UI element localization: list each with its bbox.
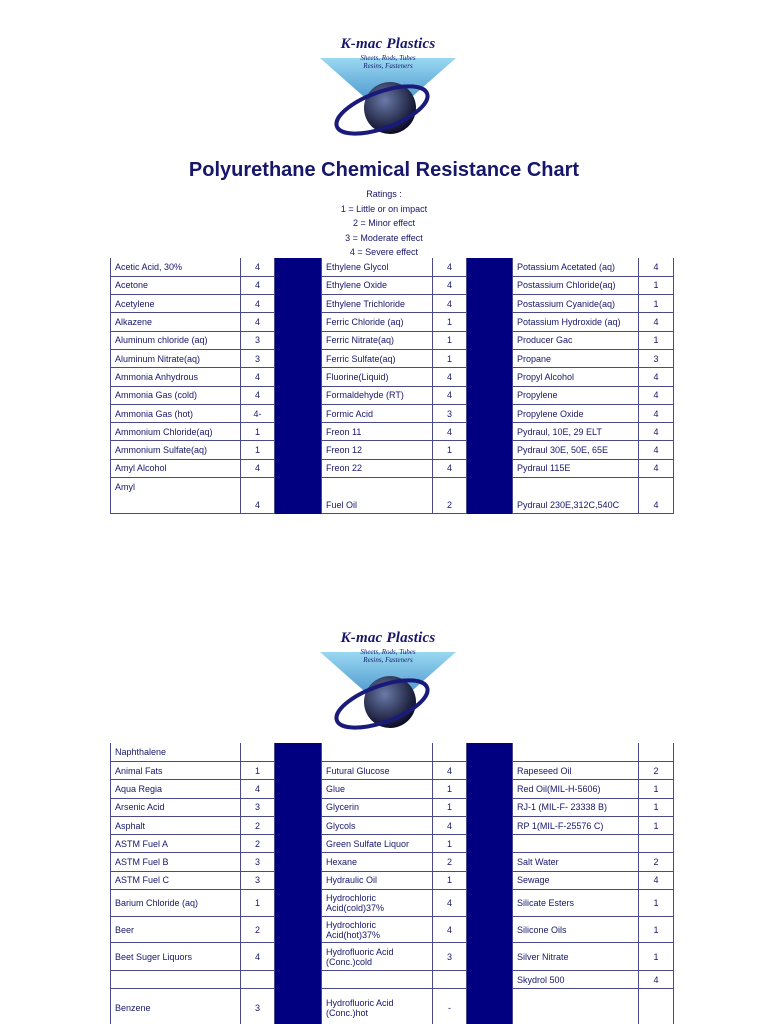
column-separator-bar	[275, 943, 322, 971]
rating-cell: 4	[241, 258, 275, 276]
column-separator-bar	[275, 890, 322, 917]
chemical-name-cell: Animal Fats	[111, 762, 241, 780]
company-logo-2	[318, 630, 458, 734]
chemical-name-cell	[513, 743, 639, 762]
column-separator-bar	[467, 441, 513, 459]
chemical-name-cell: Asphalt	[111, 816, 241, 834]
rating-cell: 2	[241, 835, 275, 853]
table-row	[111, 798, 674, 816]
rating-cell: 4	[433, 276, 467, 294]
rating-cell: 4	[639, 971, 674, 989]
rating-cell: 3	[241, 331, 275, 349]
rating-cell: 1	[433, 780, 467, 798]
chemical-name-cell: Ferric Sulfate(aq)	[322, 349, 433, 367]
chemical-name-cell: Potassium Hydroxide (aq)	[513, 313, 639, 331]
table-row	[111, 743, 674, 762]
rating-3: 3 = Moderate effect	[345, 232, 423, 243]
rating-cell: 1	[639, 331, 674, 349]
chemical-name-cell: Glycerin	[322, 798, 433, 816]
chemical-name-cell: Skydrol 500	[513, 971, 639, 989]
column-separator-bar	[275, 743, 322, 762]
rating-cell	[639, 743, 674, 762]
chemical-name-cell: Salt Water	[513, 853, 639, 871]
chemical-name-cell: ASTM Fuel B	[111, 853, 241, 871]
chemical-name-cell: Postassium Cyanide(aq)	[513, 295, 639, 313]
column-separator-bar	[275, 917, 322, 943]
rating-cell: 4	[433, 295, 467, 313]
rating-cell: 3	[639, 349, 674, 367]
rating-cell: 4	[241, 478, 275, 514]
chemical-name-cell: Pydraul, 10E, 29 ELT	[513, 423, 639, 441]
table-row	[111, 368, 674, 386]
column-separator-bar	[467, 798, 513, 816]
logo-tagline	[318, 648, 458, 664]
rating-cell: 1	[241, 762, 275, 780]
chemical-name-cell: Green Sulfate Liquor	[322, 835, 433, 853]
rating-cell: 3	[241, 798, 275, 816]
column-separator-bar	[467, 459, 513, 477]
chemical-name-cell: Fuel Oil	[322, 478, 433, 514]
chemical-name-cell: Pydraul 230E,312C,540C	[513, 478, 639, 514]
rating-cell: 1	[433, 349, 467, 367]
rating-cell: 4	[241, 459, 275, 477]
chemical-name-cell: Freon 12	[322, 441, 433, 459]
rating-cell	[433, 971, 467, 989]
rating-cell: 1	[639, 943, 674, 971]
chemical-name-cell: Acetone	[111, 276, 241, 294]
rating-cell: 4	[639, 368, 674, 386]
rating-cell: 1	[639, 816, 674, 834]
rating-cell: 4	[639, 423, 674, 441]
table-row	[111, 762, 674, 780]
column-separator-bar	[467, 276, 513, 294]
column-separator-bar	[275, 349, 322, 367]
chemical-name-cell: Potassium Acetated (aq)	[513, 258, 639, 276]
column-separator-bar	[467, 871, 513, 889]
rating-cell: 4	[639, 459, 674, 477]
rating-cell: 4	[433, 890, 467, 917]
table-row	[111, 816, 674, 834]
rating-cell: 2	[433, 478, 467, 514]
column-separator-bar	[467, 943, 513, 971]
rating-cell: 4	[639, 478, 674, 514]
column-separator-bar	[275, 816, 322, 834]
rating-cell: 3	[241, 349, 275, 367]
rating-cell: 3	[433, 404, 467, 422]
rating-cell: 4	[433, 459, 467, 477]
chemical-name-cell: Propylene Oxide	[513, 404, 639, 422]
chemical-name-cell	[111, 496, 241, 514]
chemical-name-cell	[513, 989, 639, 1024]
column-separator-bar	[467, 295, 513, 313]
table-row	[111, 835, 674, 853]
rating-4: 4 = Severe effect	[349, 247, 419, 258]
table-row	[111, 295, 674, 313]
chemical-name-cell: Producer Gac	[513, 331, 639, 349]
column-separator-bar	[467, 835, 513, 853]
rating-cell: 3	[241, 989, 275, 1024]
column-separator-bar	[467, 816, 513, 834]
chemical-name-cell: Ammonia Gas (cold)	[111, 386, 241, 404]
chemical-name-cell: Arsenic Acid	[111, 798, 241, 816]
table-row	[111, 423, 674, 441]
chemical-name-cell: Ammonium Sulfate(aq)	[111, 441, 241, 459]
chemical-name-cell: Pydraul 115E	[513, 459, 639, 477]
chemical-name-cell: Aqua Regia	[111, 780, 241, 798]
resistance-table-2	[110, 743, 674, 1024]
chemical-name-cell: Benzene	[111, 989, 241, 1024]
column-separator-bar	[275, 313, 322, 331]
chemical-name-cell: Pydraul 30E, 50E, 65E	[513, 441, 639, 459]
rating-cell: 4	[639, 386, 674, 404]
chemical-name-cell: Barium Chloride (aq)	[111, 890, 241, 917]
table-row	[111, 349, 674, 367]
rating-cell: 1	[639, 798, 674, 816]
table-row	[111, 943, 674, 971]
rating-cell: 4	[639, 404, 674, 422]
column-separator-bar	[275, 798, 322, 816]
chemical-name-cell: Aluminum Nitrate(aq)	[111, 349, 241, 367]
chemical-name-cell	[322, 743, 433, 762]
rating-cell: 4	[241, 780, 275, 798]
logo-tagline-line-1: Sheets, Rods, Tubes	[360, 648, 416, 656]
rating-cell	[639, 835, 674, 853]
rating-cell: 4	[241, 386, 275, 404]
chemical-name-cell: Silicone Oils	[513, 917, 639, 943]
column-separator-bar	[467, 890, 513, 917]
rating-cell	[433, 743, 467, 762]
chemical-name-cell: Naphthalene	[111, 743, 241, 762]
column-separator-bar	[467, 349, 513, 367]
table-row	[111, 853, 674, 871]
chemical-name-cell: Ethylene Oxide	[322, 276, 433, 294]
rating-cell: 4	[433, 762, 467, 780]
table-row	[111, 459, 674, 477]
rating-cell: 4	[433, 368, 467, 386]
column-separator-bar	[275, 423, 322, 441]
column-separator-bar	[467, 331, 513, 349]
rating-cell: 3	[241, 871, 275, 889]
column-separator-bar	[467, 258, 513, 276]
column-separator-bar	[275, 386, 322, 404]
table-row	[111, 917, 674, 943]
chemical-name-cell: Propane	[513, 349, 639, 367]
rating-cell: 1	[241, 890, 275, 917]
table-row	[111, 258, 674, 276]
column-separator-bar	[467, 368, 513, 386]
chemical-name-cell	[322, 971, 433, 989]
chemical-name-cell: Rapeseed Oil	[513, 762, 639, 780]
column-separator-bar	[275, 989, 322, 1024]
rating-cell: 2	[639, 762, 674, 780]
chemical-name-cell: Formaldehyde (RT)	[322, 386, 433, 404]
table-row	[111, 386, 674, 404]
rating-cell: 4	[241, 295, 275, 313]
column-separator-bar	[467, 780, 513, 798]
rating-cell: 1	[639, 276, 674, 294]
chemical-name-cell: ASTM Fuel C	[111, 871, 241, 889]
column-separator-bar	[467, 404, 513, 422]
rating-cell: 4	[241, 313, 275, 331]
column-separator-bar	[275, 835, 322, 853]
column-separator-bar	[275, 780, 322, 798]
rating-cell	[639, 989, 674, 1024]
rating-cell: 1	[639, 917, 674, 943]
chemical-name-cell: Acetic Acid, 30%	[111, 258, 241, 276]
rating-cell: 4	[241, 368, 275, 386]
rating-cell: 4	[639, 258, 674, 276]
chemical-name-cell: RP 1(MIL-F-25576 C)	[513, 816, 639, 834]
company-logo	[318, 36, 458, 140]
column-separator-bar	[275, 871, 322, 889]
chemical-name-cell: Postassium Chloride(aq)	[513, 276, 639, 294]
column-separator-bar	[275, 459, 322, 477]
rating-cell: 1	[433, 835, 467, 853]
chemical-name-cell: ASTM Fuel A	[111, 835, 241, 853]
column-separator-bar	[275, 762, 322, 780]
logo-tagline	[318, 54, 458, 70]
chemical-name-cell: Ferric Chloride (aq)	[322, 313, 433, 331]
column-separator-bar	[275, 441, 322, 459]
rating-cell: 4	[433, 258, 467, 276]
rating-cell: 2	[241, 816, 275, 834]
rating-cell: 1	[241, 423, 275, 441]
chemical-name-cell: Sewage	[513, 871, 639, 889]
column-separator-bar	[275, 331, 322, 349]
rating-cell: 1	[433, 441, 467, 459]
chemical-name-cell: Freon 22	[322, 459, 433, 477]
chemical-name-cell: Amyl	[111, 478, 241, 496]
chemical-name-cell: Ethylene Trichloride	[322, 295, 433, 313]
column-separator-bar	[275, 971, 322, 989]
column-separator-bar	[275, 258, 322, 276]
rating-1: 1 = Little or on impact	[340, 203, 428, 214]
chemical-name-cell: RJ-1 (MIL-F- 23338 B)	[513, 798, 639, 816]
chemical-name-cell: Futural Glucose	[322, 762, 433, 780]
table-row	[111, 871, 674, 889]
column-separator-bar	[467, 386, 513, 404]
chemical-name-cell: Ammonium Chloride(aq)	[111, 423, 241, 441]
chemical-name-cell: Beer	[111, 917, 241, 943]
chemical-name-cell: Hydrochloric Acid(cold)37%	[322, 890, 433, 917]
column-separator-bar	[275, 295, 322, 313]
table-row	[111, 971, 674, 989]
page-title: Polyurethane Chemical Resistance Chart	[188, 159, 580, 181]
chemical-name-cell: Hydrochloric Acid(hot)37%	[322, 917, 433, 943]
chemical-name-cell: Freon 11	[322, 423, 433, 441]
column-separator-bar	[467, 423, 513, 441]
rating-cell: 2	[639, 853, 674, 871]
rating-cell: 1	[433, 798, 467, 816]
rating-cell: 1	[639, 890, 674, 917]
column-separator-bar	[467, 971, 513, 989]
rating-cell: 4	[241, 276, 275, 294]
rating-2: 2 = Minor effect	[352, 218, 416, 229]
column-separator-bar	[275, 404, 322, 422]
chemical-name-cell: Hydraulic Oil	[322, 871, 433, 889]
chemical-name-cell: Glycols	[322, 816, 433, 834]
rating-cell: 1	[433, 331, 467, 349]
chemical-name-cell: Formic Acid	[322, 404, 433, 422]
table-row	[111, 313, 674, 331]
rating-cell: 4	[639, 871, 674, 889]
column-separator-bar	[275, 853, 322, 871]
column-separator-bar	[467, 743, 513, 762]
rating-cell: 4	[241, 943, 275, 971]
logo-tagline-line-2: Resins, Fasteners	[363, 62, 413, 70]
rating-cell	[241, 971, 275, 989]
chemical-name-cell: Beet Suger Liquors	[111, 943, 241, 971]
rating-cell: 4	[433, 816, 467, 834]
chemical-name-cell: Silicate Esters	[513, 890, 639, 917]
chemical-name-cell: Hydrofluoric Acid (Conc.)hot	[322, 989, 433, 1024]
chemical-name-cell: Glue	[322, 780, 433, 798]
chemical-name-cell: Ferric Nitrate(aq)	[322, 331, 433, 349]
logo-brand-text: K-mac Plastics	[340, 630, 436, 646]
chemical-name-cell: Propyl Alcohol	[513, 368, 639, 386]
rating-cell: 4	[639, 441, 674, 459]
rating-cell: 4	[433, 917, 467, 943]
table-row	[111, 478, 674, 496]
chemical-name-cell: Propylene	[513, 386, 639, 404]
ratings-heading: Ratings :	[366, 189, 402, 199]
rating-cell: 4	[639, 313, 674, 331]
chemical-name-cell: Red Oil(MIL-H-5606)	[513, 780, 639, 798]
column-separator-bar	[275, 368, 322, 386]
rating-cell: 1	[639, 780, 674, 798]
column-separator-bar	[275, 276, 322, 294]
chemical-name-cell: Aluminum chloride (aq)	[111, 331, 241, 349]
chemical-name-cell: Acetylene	[111, 295, 241, 313]
table-row	[111, 780, 674, 798]
chemical-name-cell: Ammonia Anhydrous	[111, 368, 241, 386]
table-row	[111, 441, 674, 459]
chemical-name-cell: Amyl Alcohol	[111, 459, 241, 477]
rating-cell: 4	[433, 386, 467, 404]
chemical-name-cell: Hydrofluoric Acid (Conc.)cold	[322, 943, 433, 971]
rating-cell: 3	[433, 943, 467, 971]
chemical-name-cell: Ammonia Gas (hot)	[111, 404, 241, 422]
column-separator-bar	[467, 762, 513, 780]
chemical-name-cell: Silver Nitrate	[513, 943, 639, 971]
rating-cell: 2	[241, 917, 275, 943]
column-separator-bar	[467, 917, 513, 943]
column-separator-bar	[275, 478, 322, 514]
table-row	[111, 989, 674, 1024]
column-separator-bar	[467, 989, 513, 1024]
column-separator-bar	[467, 853, 513, 871]
column-separator-bar	[467, 478, 513, 514]
rating-cell: 1	[241, 441, 275, 459]
rating-cell: 1	[433, 871, 467, 889]
rating-cell: 3	[241, 853, 275, 871]
chemical-name-cell: Alkazene	[111, 313, 241, 331]
chemical-name-cell: Hexane	[322, 853, 433, 871]
rating-cell: 4	[433, 423, 467, 441]
chemical-name-cell	[513, 835, 639, 853]
table-row	[111, 331, 674, 349]
logo-brand-text: K-mac Plastics	[340, 36, 436, 52]
rating-cell: 1	[433, 313, 467, 331]
rating-cell: -	[433, 989, 467, 1024]
table-row	[111, 404, 674, 422]
chemical-name-cell: Ethylene Glycol	[322, 258, 433, 276]
chemical-name-cell: Fluorine(Liquid)	[322, 368, 433, 386]
rating-cell	[241, 743, 275, 762]
column-separator-bar	[467, 313, 513, 331]
chemical-name-cell	[111, 971, 241, 989]
resistance-table-1	[110, 258, 674, 514]
logo-tagline-line-1: Sheets, Rods, Tubes	[360, 54, 416, 62]
logo-tagline-line-2: Resins, Fasteners	[363, 656, 413, 664]
rating-cell: 1	[639, 295, 674, 313]
rating-cell: 4-	[241, 404, 275, 422]
table-row	[111, 890, 674, 917]
ratings-legend	[0, 187, 768, 260]
table-row	[111, 276, 674, 294]
rating-cell: 2	[433, 853, 467, 871]
